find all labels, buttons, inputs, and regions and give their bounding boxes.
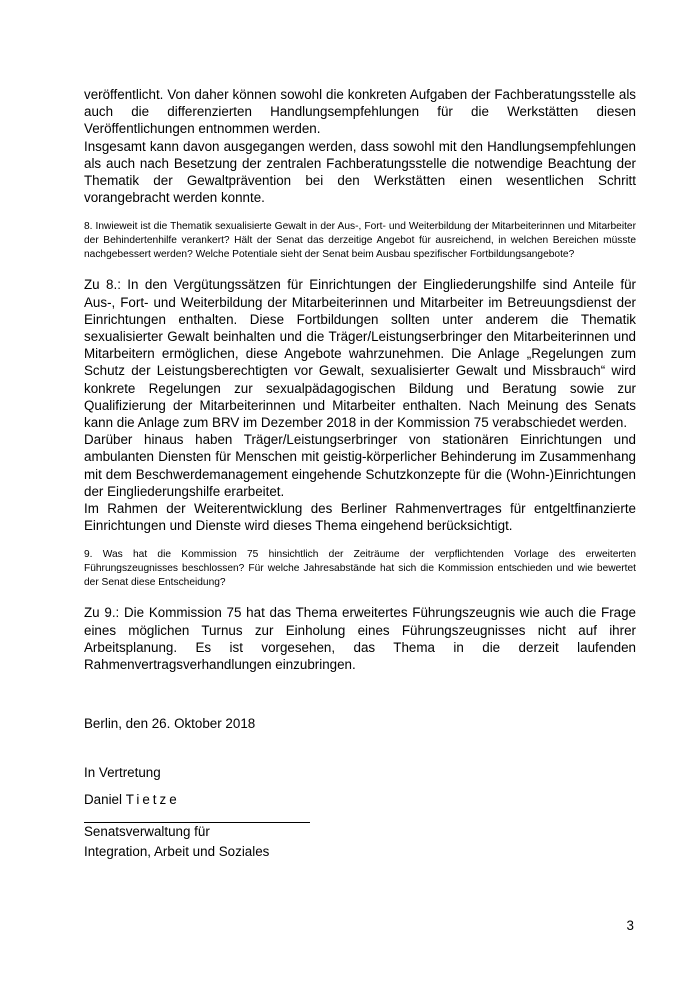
answer-8-paragraph-1: Zu 8.: In den Vergütungssätzen für Einrichtungen der Eingliederungshilfe sind Anteile für Aus-, Fort- und Weiterbildung der Mitarbeiterinnen und Mitarbeiter im Betreuungsdienst der Einrichtungen enthalten. Diese Fortbildungen sollten unter anderem die Thematik sexualisierter Gewalt beinhalten und die Träger/Leistungserbringer den Mitarbeiterinnen und Mitarbeitern ermöglichen, diese Angebote wahrzunehmen. Die Anlage „Regelungen zum Schutz der Leistungsberechtigten vor Gewalt, sexualisierter Gewalt und Missbrauch“ wird konkrete Regelungen zur sexualpädagogischen Bildung und Beratung sowie zur Qualifizierung der Mitarbeiterinnen und Mitarbeiter enthalten. Nach Meinung des Senats kann die Anlage zum BRV im Dezember 2018 in der Kommission 75 verabschiedet werden.	[84, 277, 636, 431]
paragraph-intro-1: veröffentlicht. Von daher können sowohl die konkreten Aufgaben der Fachberatungsstelle als auch die differenzierten Handlungsempfehlungen für die Werkstätten diesen Veröffentlichungen entnommen werden.	[84, 87, 636, 137]
answer-8-paragraph-2: Darüber hinaus haben Träger/Leistungserbringer von stationären Einrichtungen und ambulanten Diensten für Menschen mit geistig-körperlicher Behinderung im Zusammenhang mit dem Beschwerdemanagement eingehende Schutzkonzepte für die (Wohn-)Einrichtungen der Eingliederungshilfe erarbeitet.	[84, 432, 636, 499]
document-page	[84, 86, 636, 860]
answer-8-paragraph-3: Im Rahmen der Weiterentwicklung des Berliner Rahmenvertrages für entgeltfinanzierte Einrichtungen und Dienste wird dieses Thema eingehend berücksichtigt.	[84, 501, 636, 534]
answer-9: Zu 9.: Die Kommission 75 hat das Thema erweitertes Führungszeugnis wie auch die Frage eines möglichen Turnus zur Einholung eines Führungszeugnisses nicht auf ihrer Arbeitsplanung. Es ist vorgesehen, das Thema in die derzeit laufenden Rahmenvertragsverhandlungen einzubringen.	[84, 605, 636, 673]
paragraph-intro-2: Insgesamt kann davon ausgegangen werden, dass sowohl mit den Handlungsempfehlungen als auch nach Besetzung der zentralen Fachberatungsstelle die notwendige Beachtung der Thematik der Gewaltprävention bei den Werkstätten einen wesentlichen Schritt vorangebracht werden konnte.	[84, 138, 636, 206]
representation-note: In Vertretung	[84, 765, 161, 781]
question-8: 8. Inwieweit ist die Thematik sexualisierte Gewalt in der Aus-, Fort- und Weiterbildung der Mitarbeiterinnen und Mitarbeiter der Behindertenhilfe verankert? Hält der Senat das derzeitige Angebot für ausreichend, in welchen Bereichen müsste nachgebessert werden? Welche Potentiale sieht der Senat beim Ausbau spezifischer Fortbildungsangebote?	[84, 221, 636, 261]
page-number: 3	[626, 918, 634, 933]
signer-name	[84, 791, 636, 808]
authority-line-2: Integration, Arbeit und Soziales	[84, 844, 270, 860]
signer-last-name: Tietze	[125, 792, 180, 808]
signer-first-name: Daniel	[84, 792, 122, 808]
place-date: Berlin, den 26. Oktober 2018	[84, 716, 256, 732]
question-9: 9. Was hat die Kommission 75 hinsichtlich der Zeiträume der verpflichtenden Vorlage des erweiterten Führungszeugnisses beschlossen? Für welche Jahresabstände hat sich die Kommission entschieden und wie bewertet der Senat diese Entscheidung?	[84, 549, 636, 589]
authority-line-1: Senatsverwaltung für	[84, 824, 210, 840]
